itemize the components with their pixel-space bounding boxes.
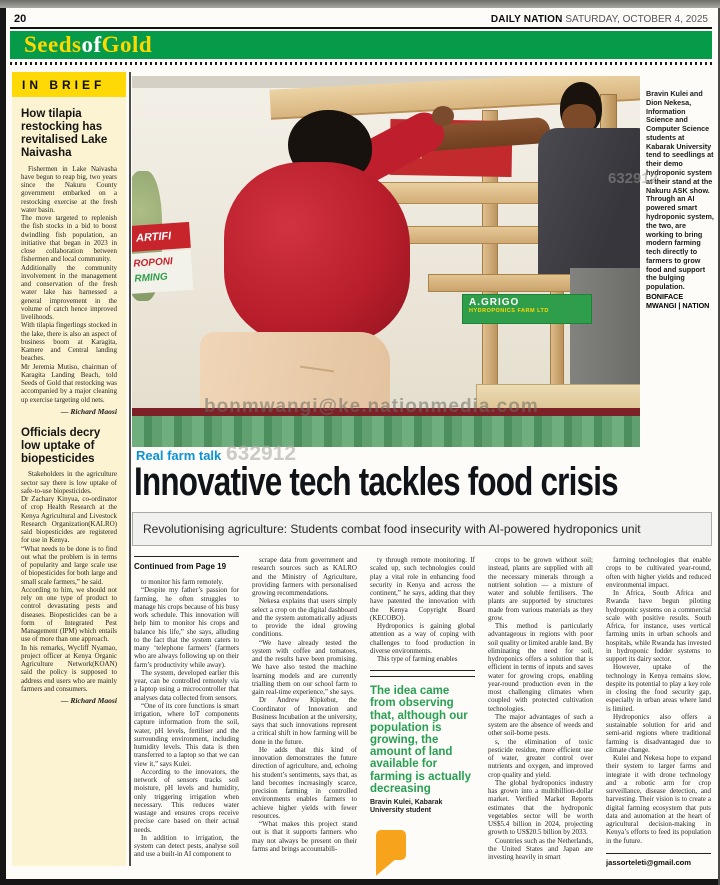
photo-left-sign-artificial: ARTIFI: [132, 222, 191, 252]
photo-left-sign-line1: ROPONI: [133, 256, 174, 270]
body-paragraph: He adds that this kind of innovation demonstrates the future direction of agriculture, and, echoing his student’s sentiments, says that, as land becomes increasingly scarce, precision farming in controlled environments enables farmers to achieve higher yields with fewer resources.: [252, 745, 357, 820]
masthead-dateline: [491, 14, 708, 25]
pull-quote-attribution: Bravin Kulei, Kabarak University student: [370, 798, 443, 815]
photo-green-table-skirt: [132, 416, 640, 447]
brief-paragraph: The move targeted to replenish the fish stocks in a bid to boost dwindling fish population, an initiative that began in 2023 in close collaboration between fishermen and local community.: [21, 214, 117, 264]
banner-seeds: Seeds: [24, 32, 82, 57]
photo-grigo-sign: [462, 294, 592, 324]
quote-mark-icon: [376, 830, 406, 860]
brief-paragraph: Stakeholders in the agriculture sector say there is low uptake of safe-to-use biopesticides.: [21, 470, 117, 495]
continued-from-label: Continued from Page 19: [134, 556, 239, 571]
brief-headline: How tilapia restocking has revitalised Lake Naivasha: [21, 108, 108, 159]
body-paragraph: This method is particularly advantageous in regions with poor soil quality or limited arable land. By eliminating the need for soil, hydroponics offers a solution that is efficient in terms of inputs and saves water for growing crops, enabling year-round production even in the most challenging climates when coupled with protected cultivation technologies.: [488, 622, 593, 713]
body-paragraph: ty through remote monitoring. If scaled up, such technologies could play a vital role in enhancing food security in Kenya and across the continent,” he says, adding that they have patented the innovation with the Kenya Copyright Board (KECOBO).: [370, 556, 475, 622]
body-paragraph: The major advantages of such a system are the absence of weeds and other soil-borne pests.: [488, 712, 593, 738]
masthead-brand: DAILY NATION: [490, 14, 563, 25]
brief-byline: — Richard Maosi: [60, 406, 117, 416]
photo-left-person-hand: [432, 106, 454, 126]
body-paragraph: “We have already tested the system with coffee and tomatoes, and the results have been promising. We have also tested the machine learning models and are currently trialling them on our school farm to gain real-time experience,” she says.: [252, 638, 357, 696]
in-brief-sidebar: [12, 72, 126, 866]
article-kicker: Real farm talk: [136, 448, 222, 463]
body-column-1: [134, 556, 239, 879]
banner-of: of: [81, 32, 102, 57]
photo-left-sign-line2: RMING: [134, 271, 169, 285]
column-paragraphs: [370, 556, 475, 663]
scan-edge-top: [0, 0, 720, 8]
photo-right-person-torso: [538, 128, 640, 274]
brief-paragraph: Mr Jeremia Mutiso, chairman of Karagita Landing Beach, told Seeds of Gold that restocking was accompanied by a major cleaning up exercise targeting old nets.: [21, 362, 117, 404]
masthead-date: SATURDAY, OCTOBER 4, 2025: [565, 14, 708, 25]
body-column-2: [252, 556, 357, 879]
brief-headline: Officials decry low uptake of biopesticides: [21, 426, 101, 465]
column-paragraphs: [488, 556, 593, 861]
body-paragraph: This type of farming enables: [377, 655, 458, 663]
scan-edge-bottom: [0, 879, 720, 885]
body-paragraph: Hydroponics also offers a sustainable solution for arid and semi-arid regions where traditional farming is disadvantaged due to climate change.: [606, 712, 711, 754]
body-paragraph: scrape data from government and research sources such as KALRO and the Ministry of Agriculture, providing farmers with personalised growing recommendations.: [252, 556, 357, 597]
photo-grigo-sign-sub: HYDROPONICS FARM LTD: [469, 308, 549, 314]
brief-body: [21, 165, 117, 404]
body-paragraph: farming technologies that enable crops to be cultivated year-round, often with higher yields and reduced environmental impact.: [606, 556, 711, 589]
brief-article-tilapia: [21, 108, 117, 416]
brief-paragraph: With tilapia fingerlings stocked in the lake, there is also an aspect of business boom at Karagita, Kamere and Central landing beaches.: [21, 321, 117, 363]
brief-paragraph: Fishermen in Lake Naivasha have begun to reap big, two years since the Nakuru County government embarked on a restocking exercise at the fresh water basin.: [21, 164, 117, 214]
banner-gold: Gold: [101, 32, 153, 57]
body-paragraph: In addition to irrigation, the system can detect pests, analyse soil and use a built-in AI component to: [134, 833, 239, 859]
brief-paragraph: Additionally the community involvement in the management and conservation of the fresh water lake has harnessed a general improvement in the volume of catch hence improved livelihoods.: [21, 263, 117, 321]
brief-body: [21, 470, 117, 693]
brief-byline: — Richard Maosi: [60, 696, 117, 706]
column-divider-rule: [129, 72, 131, 866]
body-paragraph: Nekesa explains that users simply select a crop on the digital dashboard and the system automatically adjusts to provide the ideal growing conditions.: [252, 597, 357, 639]
photo-grigo-sign-title: A.GRIGO: [469, 297, 520, 308]
pull-quote-rule: [370, 670, 475, 677]
pull-quote-text: The idea came from observing that, although our population is growing, the amount of land available for farming is actually decreasing: [370, 685, 471, 795]
body-paragraph: Dr Andrew Kipkebut, the Coordinator of Innovation and Business Incubation at the university, says that such innovations represent a critical shift in how farming will be done in the future.: [252, 696, 357, 746]
column-paragraphs: [252, 556, 357, 853]
body-column-3: [370, 556, 475, 879]
photo-caption-text: Bravin Kulei and Dion Nekesa, Information Science and Computer Science students at Kabarak University tend to seedlings at their demo hydroponic system at their stand at the Nakuru ASK show. Through an AI powered smart hydroponic system, the two, are working to bring modern farming tech directly to farmers to grow food and support the bulging population.: [646, 90, 714, 292]
photo-caption: [646, 90, 714, 420]
scan-edge-left: [0, 8, 6, 885]
body-paragraph: Hydroponics is gaining global attention as a way of coping with challenges to food production in diverse environments.: [370, 622, 475, 655]
article-headline: Innovative tech tackles food crisis: [134, 460, 618, 504]
body-paragraph: to monitor his farm remotely.: [141, 578, 224, 586]
article-standfirst: Revolutionising agriculture: Students combat food insecurity with AI-powered hydroponics unit: [132, 512, 712, 546]
body-paragraph: crops to be grown without soil; instead, plants are supplied with all the necessary minerals through a nutrient solution — a mixture of water and soluble fertilisers. The plants are supported by structures made from various materials as they grow.: [488, 556, 593, 622]
brief-paragraph: Dr Zachary Kinyua, co-ordinator of crop Health Research at the Kenya Agricultural and Livestock Research Organization(KALRO) said biopesticides are registered for use in Kenya.: [21, 495, 117, 545]
body-column-4: [488, 556, 593, 879]
body-paragraph: In Africa, South Africa and Rwanda have begun piloting hydroponic systems on a commercial scale with positive results. South Africa, for instance, uses vertical farming units in urban schools and hospitals, while Rwanda has invested in hydroponic fodder systems to support its dairy sector.: [606, 589, 711, 663]
header-rule: [10, 27, 712, 29]
body-paragraph: The global hydroponics industry has grown into a multibillion-dollar market. Verified Market Reports estimates that the hydroponic vegetables sector will be worth US$5.4 billion in 2024, projecting growth to US$20.5 billion by 2033.: [488, 778, 593, 837]
watermark-number: 632912: [226, 442, 297, 465]
brief-paragraph: In his remarks, Wycliff Nyamao, project officer at Kenya Organic Agriculture Network(KOAN) said the policy is supposed to address end users who are mainly farmers and consumers.: [21, 643, 117, 693]
column-paragraphs: [606, 556, 711, 845]
hydroponics-photo: [132, 76, 640, 447]
brief-paragraph: According to him, we should not rely on one type of product to control devastating pests and diseases. Biopesticides can be a form of Integrated Pest Management (IPM) which entails use of more than one approach.: [21, 585, 117, 644]
body-paragraph: “Despite my father’s passion for farming, he often struggles to manage his crops because of his busy work schedule. This innovation will help him to monitor his crops and balance his life,” she says, alluding to the fact that the system caters to many ‘telephone farmers’ (farmers who are always following up on their farm’s productivity while away).: [134, 586, 239, 669]
photo-watermark-email: bonmwangi@ke.nationmedia.com: [204, 396, 539, 417]
watermark-number: 632912: [608, 170, 659, 187]
photo-left-sign-hydroponic-farming: [132, 250, 193, 295]
in-brief-label: IN BRIEF: [12, 72, 126, 97]
body-paragraph: “What makes this project stand out is that it supports farmers who may not always be present on their farms and brings accountabili-: [252, 820, 357, 853]
body-paragraph: The system, developed earlier this year, can be controlled remotely via a laptop using a microcontroller that analyses data collected from sensors.: [134, 668, 239, 702]
column-paragraphs: [134, 578, 239, 859]
body-paragraph: Countries such as the Netherlands, the United States and Japan are investing heavily in smart: [488, 836, 593, 861]
photo-left-person-red-hoodie: [224, 162, 410, 344]
dotted-separator: [10, 62, 712, 65]
body-paragraph: “One of its core functions is smart irrigation, where IoT components capture information from the soil, water, pH levels, fertiliser and the surrounding environment, including humidity levels. This data is then transferred to a laptop so that we can view it,” says Kulei.: [134, 701, 239, 768]
body-paragraph: However, uptake of the technology in Kenya remains slow, despite its potential to play a key role in closing the food security gap, especially in urban areas where land is limited.: [606, 663, 711, 713]
page-number: 20: [14, 13, 27, 25]
author-email: jassorteleti@gmail.com: [606, 853, 711, 867]
seeds-of-gold-banner: [10, 31, 712, 59]
article-body: [134, 556, 712, 879]
body-paragraph: s, the elimination of toxic pesticide residue, more efficient use of water, greater control over nutrients and oxygen, and improved crop quality and yield.: [488, 737, 593, 779]
brief-paragraph: “What needs to be done is to find out what the problem is in terms of popularity and large scale use of biopesticides for both large and small scale farmers,” he said.: [21, 544, 117, 586]
body-paragraph: According to the innovators, the network of sensors tracks soil moisture, pH levels and humidity, only triggering irrigation when necessary. This reduces water wastage and ensures crops receive precise care based on their actual needs.: [134, 767, 239, 834]
brief-article-biopesticides: [21, 427, 117, 705]
photo-credit: BONIFACE MWANGI | NATION: [646, 291, 710, 310]
body-paragraph: Kulei and Nekesa hope to expand their system to larger farms and integrate it with drone technology and a robotic arm for crop surveillance, disease detection, and harvesting. Their vision is to create a digital farming ecosystem that puts data and automation at the heart of agricultural decision-making in Kenya’s efforts to feed its population in the future.: [606, 754, 711, 845]
body-column-5: [606, 556, 711, 879]
